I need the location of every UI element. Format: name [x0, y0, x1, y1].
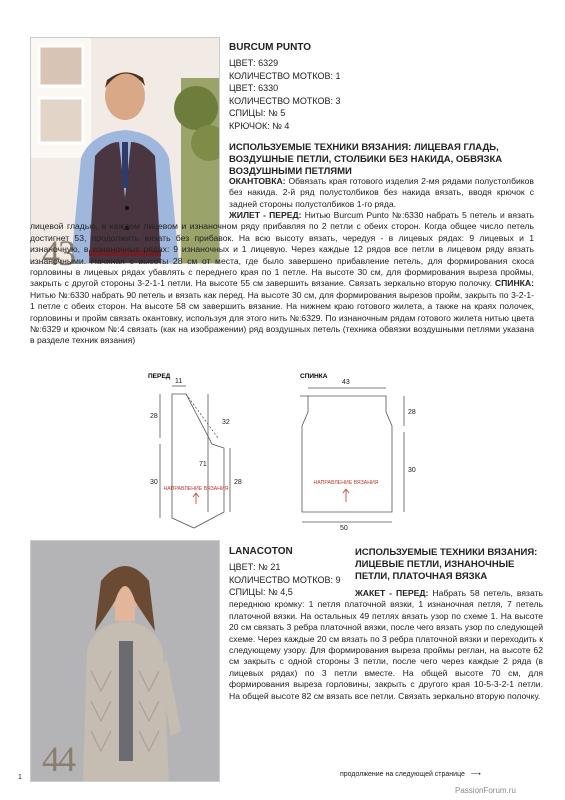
- front-label: ЖАКЕТ - ПЕРЕД:: [355, 588, 429, 598]
- instructions-43b: [30, 210, 534, 347]
- front-direction-label: НАПРАВЛЕНИЕ ВЯЗАНИЯ: [163, 486, 229, 492]
- spec-color-1: ЦВЕТ: 6329: [229, 58, 279, 68]
- instructions-44: [229, 588, 543, 702]
- measure-front-32: 32: [222, 419, 230, 426]
- front-diagram-title: ПЕРЕД: [148, 373, 171, 380]
- techniques-heading: ИСПОЛЬЗУЕМЫЕ ТЕХНИКИ ВЯЗАНИЯ: ЛИЦЕВЫЕ ПЕТЛИ, ИЗНАНОЧНЫЕ ПЕТЛИ, ПЛАТОЧНАЯ ВЯЗКА: [355, 547, 538, 582]
- spec-hook: КРЮЧОК: № 4: [229, 120, 290, 131]
- edging-text: Обвязать края готового изделия 2-мя рядами полустолбиков без накида. 2-й ряд полустолбиков без накида вязать, вводя крючок с задней стороны полустолбиков 1-го ряда.: [229, 176, 534, 209]
- measure-back-28: 28: [408, 409, 416, 416]
- measure-back-43: 43: [342, 379, 350, 386]
- measure-front-28: 28: [150, 413, 158, 420]
- page-number: 1: [18, 774, 22, 781]
- arrow-right-icon: ⟶: [470, 771, 481, 778]
- pattern-number: 43: [42, 233, 74, 273]
- spec-skeins-2: КОЛИЧЕСТВО МОТКОВ: 3: [229, 95, 341, 106]
- back-direction-label: НАПРАВЛЕНИЕ ВЯЗАНИЯ: [313, 480, 379, 486]
- measure-front-30: 30: [150, 479, 158, 486]
- measure-front-11: 11: [175, 378, 183, 385]
- spec-skeins-1: КОЛИЧЕСТВО МОТКОВ: 1: [229, 70, 341, 81]
- back-label: СПИНКА:: [494, 278, 534, 289]
- front-label: ЖИЛЕТ - ПЕРЕД:: [229, 210, 302, 220]
- back-text: Нитью №:6330 набрать 90 петель и вязать как перед. На высоте 30 см, для формирования вырезов пройм, закрыть по 3-2-1-1 петле с обеих сторон. На высоте 58 см завершить вязание. На нижнем краю готового жилета, а также на краях полочек, горловины и пройм связать окантовку, используя для этого нить №:6329. По изнаночным рядам готового жилета нитью цвета №:6329 и крючком №:4 связать (как на изображении) ряд воздушных петель (техника обвязки воздушными петлями указана в разделе техник вязания): [30, 289, 534, 346]
- yarn-specs: [229, 57, 340, 132]
- measure-front-71: 71: [199, 461, 207, 468]
- edging-label: ОКАНТОВКА:: [229, 176, 286, 186]
- spec-needles: СПИЦЫ: № 5: [229, 108, 286, 118]
- instructions-43a: [229, 176, 534, 210]
- front-text: Набрать 58 петель, вязать переднюю кромку: 1 петля платочной вязки, 1 изнаночная петля, 7 петель платочной вязки. На остальных 49 петлях вязать узор по схеме 1. На высоте 20 см связать 3 ребра платочной вязки, после чего вязать узор по следующей схеме. Через каждые 20 см вязать по 3 ребра платочной вязки и переходить к следующему узору. Для формирования выреза проймы реглан, на высоте 62 см закрыть с одной стороны 3 петли, после чего через каждые 2 ряда (в лицевых рядах) по 3 петли вместе. На общей высоте 70 см, для формирования выреза горловины, закрыть с другого края 10-5-3-2-1 петли. На общей высоте 82 см вязать все петли. Связать зеркально вторую полочку.: [229, 588, 543, 701]
- yarn-name: BURCUM PUNTO: [229, 42, 312, 53]
- spec-color: ЦВЕТ: № 21: [229, 562, 281, 572]
- continue-note: [340, 770, 481, 778]
- techniques-heading: ИСПОЛЬЗУЕМЫЕ ТЕХНИКИ ВЯЗАНИЯ: ЛИЦЕВАЯ ГЛАДЬ, ВОЗДУШНЫЕ ПЕТЛИ, СТОЛБИКИ БЕЗ НАКИДА, ОБВЯЗКА ВОЗДУШНЫМИ ПЕТЛЯМИ: [229, 142, 503, 177]
- measure-back-30: 30: [408, 467, 416, 474]
- yarn-name: LANACOTON: [229, 546, 293, 557]
- pattern-number: 44: [42, 739, 74, 779]
- spec-color-2: ЦВЕТ: 6330: [229, 83, 279, 93]
- spec-needles: СПИЦЫ: № 4,5: [229, 587, 293, 597]
- spec-skeins: КОЛИЧЕСТВО МОТКОВ: 9: [229, 574, 341, 585]
- continue-text: продолжение на следующей странице: [340, 771, 465, 778]
- back-diagram-title: СПИНКА: [300, 373, 328, 380]
- measure-front-28b: 28: [234, 479, 242, 486]
- schematic-diagrams: [130, 372, 440, 532]
- measure-back-50: 50: [340, 525, 348, 532]
- front-text: Нитью Burcum Punto №:6330 набрать 5 петель и вязать лицевой гладью, в каждом лицевом и изнаночном ряду прибавляя по 2 петли с обеих сторон. Когда общее число петель достигнет 53, продолжить вязать без прибавок. На всю высоту вязать, чередуя - в лицевых рядах: 9 лицевых и 1 изнаночную, в изнаночных рядах: 9 изнаночных и 1 лицевую. Через каждые 12 рядов все петли в лицевом ряду вязать изнаночными. Начиная с высоты 28 см от места, где было завершено прибавление петель, для формирования скоса горловины в лицевых рядах убавлять с переднего края по 1 петле. На высоте 30 см, для формирования выреза проймы, закрыть с другой стороны 3-2-1-1 петли. На высоте 55 см завершить вязание. Связать зеркально вторую полочку.: [30, 210, 535, 289]
- watermark: PassionForum.ru: [455, 786, 516, 795]
